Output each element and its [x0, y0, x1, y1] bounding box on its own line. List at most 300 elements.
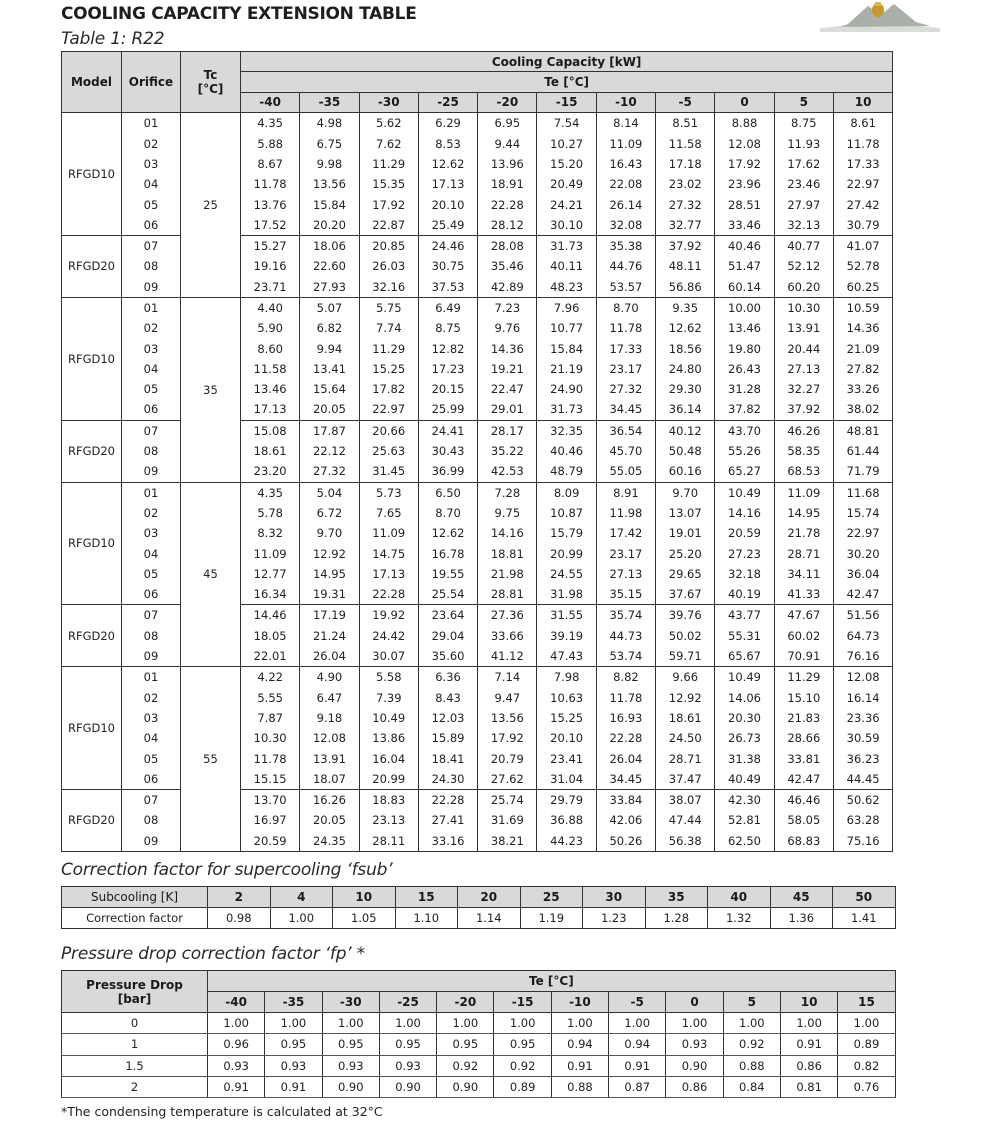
capacity-cell: 64.73	[833, 626, 892, 646]
capacity-cell: 8.61	[833, 113, 892, 134]
fp-te-column-header: -10	[551, 992, 608, 1013]
capacity-cell: 17.92	[478, 728, 537, 748]
capacity-cell: 5.62	[359, 113, 418, 134]
capacity-cell: 6.50	[418, 482, 477, 503]
capacity-cell: 30.79	[833, 215, 892, 236]
capacity-cell: 8.75	[418, 318, 477, 338]
capacity-cell: 42.47	[833, 584, 892, 605]
capacity-cell: 31.69	[478, 810, 537, 830]
capacity-cell: 8.70	[596, 297, 655, 318]
capacity-cell: 60.16	[656, 461, 715, 482]
fp-value-cell: 0.95	[322, 1034, 379, 1055]
capacity-cell: 22.12	[300, 441, 359, 461]
capacity-cell: 35.74	[596, 605, 655, 626]
capacity-cell: 15.20	[537, 154, 596, 174]
table-row	[62, 297, 893, 318]
correction-factor-value: 1.00	[270, 908, 333, 929]
capacity-cell: 8.51	[656, 113, 715, 134]
fp-value-cell: 0.76	[838, 1076, 895, 1097]
capacity-cell: 11.78	[833, 133, 892, 153]
capacity-cell: 16.26	[300, 789, 359, 810]
capacity-cell: 19.92	[359, 605, 418, 626]
orifice-cell: 04	[122, 728, 181, 748]
model-header: Model	[62, 52, 122, 113]
capacity-cell: 55.31	[715, 626, 774, 646]
capacity-cell: 20.05	[300, 399, 359, 420]
fp-value-cell: 0.95	[437, 1034, 494, 1055]
capacity-cell: 75.16	[833, 831, 892, 852]
capacity-cell: 27.82	[833, 359, 892, 379]
fp-value-cell: 0.84	[723, 1076, 780, 1097]
correction-factor-value: 1.28	[645, 908, 708, 929]
capacity-cell: 26.04	[596, 748, 655, 768]
capacity-cell: 5.90	[241, 318, 300, 338]
capacity-cell: 28.17	[478, 420, 537, 441]
capacity-cell: 27.62	[478, 769, 537, 790]
capacity-cell: 8.70	[418, 503, 477, 523]
capacity-cell: 42.30	[715, 789, 774, 810]
capacity-cell: 11.09	[774, 482, 833, 503]
capacity-cell: 60.20	[774, 277, 833, 298]
capacity-cell: 7.65	[359, 503, 418, 523]
capacity-cell: 25.74	[478, 789, 537, 810]
capacity-cell: 27.13	[596, 564, 655, 584]
capacity-cell: 32.18	[715, 564, 774, 584]
capacity-cell: 10.77	[537, 318, 596, 338]
correction-factor-value: 0.98	[208, 908, 271, 929]
capacity-cell: 26.14	[596, 194, 655, 214]
orifice-cell: 09	[122, 831, 181, 852]
fp-te-header: Te [°C]	[208, 971, 896, 992]
fp-value-cell: 0.93	[265, 1055, 322, 1076]
capacity-cell: 37.92	[656, 235, 715, 256]
capacity-cell: 8.14	[596, 113, 655, 134]
fp-value-cell: 0.94	[551, 1034, 608, 1055]
fp-table	[61, 970, 896, 1098]
capacity-cell: 32.08	[596, 215, 655, 236]
capacity-cell: 11.98	[596, 503, 655, 523]
capacity-cell: 10.63	[537, 687, 596, 707]
capacity-cell: 76.16	[833, 646, 892, 667]
pressure-drop-cell: 0	[62, 1013, 208, 1034]
correction-factor-value: 1.14	[458, 908, 521, 929]
capacity-cell: 14.95	[774, 503, 833, 523]
capacity-cell: 58.05	[774, 810, 833, 830]
capacity-cell: 9.94	[300, 338, 359, 358]
capacity-cell: 37.53	[418, 277, 477, 298]
capacity-cell: 15.35	[359, 174, 418, 194]
capacity-cell: 36.04	[833, 564, 892, 584]
capacity-cell: 17.13	[418, 174, 477, 194]
capacity-cell: 17.33	[833, 154, 892, 174]
capacity-cell: 44.76	[596, 256, 655, 276]
te-column-header: -20	[478, 92, 537, 112]
fp-value-cell: 0.82	[838, 1055, 895, 1076]
capacity-cell: 17.19	[300, 605, 359, 626]
capacity-cell: 11.09	[241, 543, 300, 563]
capacity-cell: 27.42	[833, 194, 892, 214]
orifice-cell: 03	[122, 708, 181, 728]
capacity-cell: 31.28	[715, 379, 774, 399]
model-cell: RFGD20	[62, 420, 122, 482]
capacity-cell: 4.90	[300, 667, 359, 688]
capacity-cell: 8.75	[774, 113, 833, 134]
orifice-cell: 04	[122, 174, 181, 194]
capacity-cell: 27.32	[656, 194, 715, 214]
orifice-cell: 08	[122, 256, 181, 276]
capacity-cell: 12.62	[418, 154, 477, 174]
capacity-cell: 33.46	[715, 215, 774, 236]
subcooling-value: 4	[270, 887, 333, 908]
capacity-cell: 33.84	[596, 789, 655, 810]
capacity-cell: 15.89	[418, 728, 477, 748]
capacity-cell: 23.13	[359, 810, 418, 830]
correction-factor-value: 1.19	[520, 908, 583, 929]
capacity-cell: 22.97	[359, 399, 418, 420]
capacity-cell: 17.62	[774, 154, 833, 174]
capacity-cell: 4.40	[241, 297, 300, 318]
capacity-cell: 13.91	[774, 318, 833, 338]
capacity-cell: 27.36	[478, 605, 537, 626]
capacity-cell: 63.28	[833, 810, 892, 830]
capacity-cell: 23.36	[833, 708, 892, 728]
capacity-cell: 21.78	[774, 523, 833, 543]
capacity-cell: 56.86	[656, 277, 715, 298]
fp-value-cell: 0.93	[208, 1055, 265, 1076]
capacity-cell: 39.19	[537, 626, 596, 646]
capacity-cell: 25.20	[656, 543, 715, 563]
capacity-cell: 42.06	[596, 810, 655, 830]
fsub-title: Correction factor for supercooling ‘fsub’	[61, 860, 393, 880]
capacity-cell: 34.11	[774, 564, 833, 584]
capacity-cell: 15.79	[537, 523, 596, 543]
capacity-cell: 17.42	[596, 523, 655, 543]
capacity-cell: 12.08	[833, 667, 892, 688]
capacity-cell: 51.56	[833, 605, 892, 626]
capacity-cell: 31.73	[537, 399, 596, 420]
capacity-cell: 52.78	[833, 256, 892, 276]
capacity-cell: 18.83	[359, 789, 418, 810]
capacity-cell: 28.11	[359, 831, 418, 852]
table-row	[62, 113, 893, 134]
capacity-cell: 11.78	[241, 748, 300, 768]
subcooling-value: 15	[395, 887, 458, 908]
capacity-cell: 42.47	[774, 769, 833, 790]
capacity-cell: 17.33	[596, 338, 655, 358]
capacity-cell: 22.87	[359, 215, 418, 236]
capacity-cell: 18.05	[241, 626, 300, 646]
capacity-cell: 48.79	[537, 461, 596, 482]
orifice-cell: 01	[122, 482, 181, 503]
orifice-cell: 09	[122, 277, 181, 298]
fp-te-column-header: -40	[208, 992, 265, 1013]
capacity-cell: 11.78	[241, 174, 300, 194]
table-row	[62, 482, 893, 503]
capacity-cell: 6.47	[300, 687, 359, 707]
capacity-cell: 17.92	[359, 194, 418, 214]
capacity-cell: 24.46	[418, 235, 477, 256]
fp-value-cell: 0.86	[666, 1076, 723, 1097]
pressure-drop-header: Pressure Drop [bar]	[62, 971, 208, 1013]
fp-value-cell: 0.90	[379, 1076, 436, 1097]
capacity-cell: 18.41	[418, 748, 477, 768]
capacity-cell: 20.44	[774, 338, 833, 358]
capacity-cell: 52.81	[715, 810, 774, 830]
model-cell: RFGD10	[62, 113, 122, 236]
capacity-cell: 32.77	[656, 215, 715, 236]
capacity-cell: 40.19	[715, 584, 774, 605]
capacity-cell: 5.88	[241, 133, 300, 153]
fp-value-cell: 0.92	[437, 1055, 494, 1076]
capacity-cell: 12.92	[300, 543, 359, 563]
correction-factor-label: Correction factor	[62, 908, 208, 929]
fp-value-cell: 1.00	[666, 1013, 723, 1034]
orifice-cell: 08	[122, 626, 181, 646]
capacity-cell: 24.42	[359, 626, 418, 646]
capacity-cell: 20.30	[715, 708, 774, 728]
capacity-cell: 27.32	[300, 461, 359, 482]
capacity-cell: 35.60	[418, 646, 477, 667]
capacity-cell: 8.53	[418, 133, 477, 153]
capacity-cell: 33.16	[418, 831, 477, 852]
orifice-cell: 07	[122, 605, 181, 626]
capacity-cell: 15.08	[241, 420, 300, 441]
orifice-cell: 09	[122, 461, 181, 482]
capacity-cell: 18.81	[478, 543, 537, 563]
orifice-cell: 06	[122, 399, 181, 420]
capacity-cell: 30.10	[537, 215, 596, 236]
capacity-cell: 43.70	[715, 420, 774, 441]
capacity-cell: 36.23	[833, 748, 892, 768]
capacity-cell: 29.79	[537, 789, 596, 810]
capacity-cell: 31.98	[537, 584, 596, 605]
capacity-cell: 21.98	[478, 564, 537, 584]
capacity-cell: 10.49	[715, 667, 774, 688]
orifice-cell: 03	[122, 523, 181, 543]
fp-value-cell: 0.91	[551, 1055, 608, 1076]
capacity-cell: 24.90	[537, 379, 596, 399]
orifice-cell: 08	[122, 441, 181, 461]
fp-value-cell: 0.95	[265, 1034, 322, 1055]
capacity-cell: 25.63	[359, 441, 418, 461]
capacity-cell: 20.15	[418, 379, 477, 399]
capacity-cell: 23.71	[241, 277, 300, 298]
capacity-cell: 19.16	[241, 256, 300, 276]
capacity-cell: 6.36	[418, 667, 477, 688]
capacity-cell: 20.66	[359, 420, 418, 441]
capacity-cell: 23.17	[596, 359, 655, 379]
capacity-cell: 20.20	[300, 215, 359, 236]
capacity-cell: 16.34	[241, 584, 300, 605]
capacity-cell: 18.61	[241, 441, 300, 461]
subcooling-value: 35	[645, 887, 708, 908]
capacity-cell: 47.67	[774, 605, 833, 626]
capacity-cell: 60.14	[715, 277, 774, 298]
capacity-cell: 46.26	[774, 420, 833, 441]
capacity-cell: 32.35	[537, 420, 596, 441]
capacity-cell: 44.45	[833, 769, 892, 790]
capacity-cell: 13.46	[715, 318, 774, 338]
capacity-cell: 56.38	[656, 831, 715, 852]
capacity-cell: 35.38	[596, 235, 655, 256]
capacity-cell: 15.84	[300, 194, 359, 214]
capacity-cell: 21.24	[300, 626, 359, 646]
capacity-cell: 5.58	[359, 667, 418, 688]
capacity-cell: 4.98	[300, 113, 359, 134]
capacity-cell: 24.30	[418, 769, 477, 790]
capacity-cell: 31.55	[537, 605, 596, 626]
fp-value-cell: 0.90	[437, 1076, 494, 1097]
cooling-capacity-header: Cooling Capacity [kW]	[241, 52, 893, 72]
capacity-cell: 34.45	[596, 769, 655, 790]
fp-value-cell: 0.93	[322, 1055, 379, 1076]
capacity-cell: 48.23	[537, 277, 596, 298]
capacity-cell: 61.44	[833, 441, 892, 461]
capacity-cell: 27.13	[774, 359, 833, 379]
capacity-cell: 40.11	[537, 256, 596, 276]
capacity-cell: 21.19	[537, 359, 596, 379]
fp-te-column-header: 0	[666, 992, 723, 1013]
capacity-cell: 31.45	[359, 461, 418, 482]
capacity-cell: 41.12	[478, 646, 537, 667]
capacity-cell: 31.73	[537, 235, 596, 256]
capacity-cell: 16.97	[241, 810, 300, 830]
capacity-cell: 20.10	[537, 728, 596, 748]
capacity-cell: 10.30	[241, 728, 300, 748]
capacity-cell: 31.38	[715, 748, 774, 768]
capacity-cell: 14.16	[715, 503, 774, 523]
capacity-cell: 13.76	[241, 194, 300, 214]
capacity-cell: 31.04	[537, 769, 596, 790]
capacity-cell: 20.05	[300, 810, 359, 830]
capacity-cell: 47.43	[537, 646, 596, 667]
capacity-cell: 25.54	[418, 584, 477, 605]
orifice-cell: 05	[122, 194, 181, 214]
subcooling-value: 2	[208, 887, 271, 908]
capacity-cell: 30.59	[833, 728, 892, 748]
capacity-cell: 11.93	[774, 133, 833, 153]
fp-value-cell: 0.89	[838, 1034, 895, 1055]
capacity-cell: 26.73	[715, 728, 774, 748]
capacity-cell: 68.53	[774, 461, 833, 482]
subcooling-value: 30	[583, 887, 646, 908]
capacity-cell: 26.04	[300, 646, 359, 667]
capacity-cell: 36.99	[418, 461, 477, 482]
orifice-cell: 02	[122, 133, 181, 153]
capacity-cell: 17.92	[715, 154, 774, 174]
fp-value-cell: 1.00	[437, 1013, 494, 1034]
capacity-cell: 13.96	[478, 154, 537, 174]
capacity-cell: 38.02	[833, 399, 892, 420]
capacity-cell: 53.74	[596, 646, 655, 667]
orifice-cell: 02	[122, 503, 181, 523]
capacity-cell: 10.00	[715, 297, 774, 318]
capacity-cell: 6.29	[418, 113, 477, 134]
fp-te-column-header: -35	[265, 992, 322, 1013]
capacity-cell: 11.78	[596, 318, 655, 338]
capacity-cell: 35.22	[478, 441, 537, 461]
capacity-cell: 38.07	[656, 789, 715, 810]
orifice-cell: 01	[122, 667, 181, 688]
capacity-cell: 5.73	[359, 482, 418, 503]
orifice-cell: 02	[122, 687, 181, 707]
capacity-cell: 47.44	[656, 810, 715, 830]
table-row	[62, 667, 893, 688]
capacity-cell: 23.96	[715, 174, 774, 194]
capacity-cell: 9.76	[478, 318, 537, 338]
capacity-cell: 27.32	[596, 379, 655, 399]
capacity-cell: 28.81	[478, 584, 537, 605]
fp-te-column-header: 5	[723, 992, 780, 1013]
fp-te-column-header: -25	[379, 992, 436, 1013]
capacity-cell: 48.11	[656, 256, 715, 276]
capacity-cell: 20.49	[537, 174, 596, 194]
correction-factor-row	[62, 908, 896, 929]
capacity-cell: 16.43	[596, 154, 655, 174]
capacity-cell: 28.12	[478, 215, 537, 236]
capacity-cell: 70.91	[774, 646, 833, 667]
te-column-header: -10	[596, 92, 655, 112]
capacity-cell: 28.66	[774, 728, 833, 748]
capacity-cell: 5.07	[300, 297, 359, 318]
orifice-cell: 06	[122, 769, 181, 790]
capacity-cell: 23.17	[596, 543, 655, 563]
capacity-cell: 15.84	[537, 338, 596, 358]
capacity-cell: 29.01	[478, 399, 537, 420]
capacity-cell: 41.07	[833, 235, 892, 256]
capacity-cell: 9.47	[478, 687, 537, 707]
fp-value-cell: 0.88	[723, 1055, 780, 1076]
capacity-cell: 33.81	[774, 748, 833, 768]
capacity-cell: 12.62	[656, 318, 715, 338]
capacity-cell: 22.28	[359, 584, 418, 605]
correction-factor-value: 1.23	[583, 908, 646, 929]
fp-value-cell: 1.00	[609, 1013, 666, 1034]
subcooling-row	[62, 887, 896, 908]
capacity-cell: 13.70	[241, 789, 300, 810]
capacity-cell: 4.22	[241, 667, 300, 688]
footnote: *The condensing temperature is calculated at 32°C	[61, 1104, 383, 1119]
subcooling-value: 20	[458, 887, 521, 908]
capacity-cell: 19.21	[478, 359, 537, 379]
capacity-cell: 14.46	[241, 605, 300, 626]
capacity-cell: 15.27	[241, 235, 300, 256]
logo-image	[820, 0, 940, 32]
te-column-header: -40	[241, 92, 300, 112]
capacity-cell: 7.98	[537, 667, 596, 688]
capacity-cell: 55.05	[596, 461, 655, 482]
orifice-cell: 03	[122, 338, 181, 358]
capacity-cell: 15.25	[537, 708, 596, 728]
capacity-cell: 25.49	[418, 215, 477, 236]
capacity-cell: 71.79	[833, 461, 892, 482]
orifice-cell: 04	[122, 543, 181, 563]
capacity-cell: 16.04	[359, 748, 418, 768]
capacity-cell: 38.21	[478, 831, 537, 852]
capacity-cell: 68.83	[774, 831, 833, 852]
fp-value-cell: 0.81	[780, 1076, 837, 1097]
capacity-cell: 50.26	[596, 831, 655, 852]
capacity-cell: 14.06	[715, 687, 774, 707]
orifice-cell: 05	[122, 564, 181, 584]
correction-factor-value: 1.41	[833, 908, 896, 929]
capacity-cell: 36.54	[596, 420, 655, 441]
te-header: Te [°C]	[241, 72, 893, 92]
fp-value-cell: 1.00	[379, 1013, 436, 1034]
capacity-cell: 5.78	[241, 503, 300, 523]
fp-value-cell: 1.00	[838, 1013, 895, 1034]
capacity-cell: 11.78	[596, 687, 655, 707]
